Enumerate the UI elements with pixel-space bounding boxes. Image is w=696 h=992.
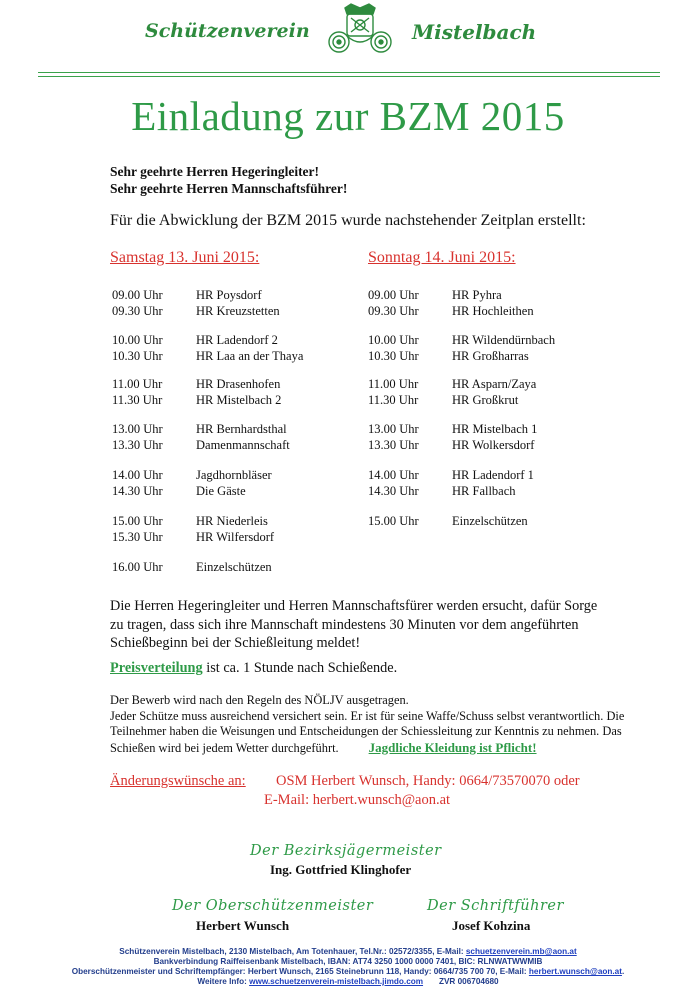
slot-team: HR Mistelbach 2 (196, 393, 282, 407)
contact-line-1: OSM Herbert Wunsch, Handy: 0664/73570070 oder (276, 773, 580, 789)
chief-marksman-role: Der Oberschützenmeister (172, 898, 374, 914)
slot-team: HR Wildendürnbach (452, 333, 556, 347)
secretary-name: Josef Kohzina (452, 918, 531, 933)
slot-time: 14.00 Uhr (112, 468, 163, 482)
slot-time: 15.30 Uhr (112, 530, 163, 544)
footer-info-label: Weitere Info: (197, 977, 250, 986)
slot-team: HR Asparn/Zaya (452, 377, 537, 391)
slot-time: 13.30 Uhr (368, 438, 419, 452)
slot-team: HR Laa an der Thaya (196, 349, 304, 363)
slot-team: HR Wolkersdorf (452, 438, 535, 452)
slot-team: HR Wilfersdorf (196, 530, 275, 544)
slot-time: 10.30 Uhr (368, 349, 419, 363)
slot-team: HR Mistelbach 1 (452, 422, 538, 436)
slot-time: 11.30 Uhr (112, 393, 163, 407)
slot-team: HR Großharras (452, 349, 529, 363)
notice-line-2: zu tragen, dass sich ihre Mannschaft mindestens 30 Minuten vor dem angeführten (110, 616, 579, 633)
sunday-heading: Sonntag 14. Juni 2015: (368, 249, 516, 266)
slot-team: Einzelschützen (452, 514, 528, 528)
contact-email: E-Mail: herbert.wunsch@aon.at (264, 792, 451, 808)
page-title: Einladung zur BZM 2015 (131, 93, 565, 139)
slot-team: HR Bernhardsthal (196, 422, 287, 436)
prize-label: Preisverteilung (110, 660, 203, 676)
slot-time: 10.30 Uhr (112, 349, 163, 363)
slot-time: 13.00 Uhr (368, 422, 419, 436)
district-master-name: Ing. Gottfried Klinghofer (270, 862, 412, 877)
slot-time: 09.00 Uhr (368, 288, 419, 302)
slot-time: 14.30 Uhr (112, 484, 163, 498)
footer-zvr: ZVR 006704680 (423, 977, 499, 986)
rules-line-3: Teilnehmer haben die Weisungen und Entscheidungen der Schiessleitung zur Kenntnis zu nehmen. Das (110, 724, 622, 738)
slot-team: HR Großkrut (452, 393, 519, 407)
footer-contact: Oberschützenmeister und Schriftempfänger: Herbert Wunsch, 2165 Steinebrunn 118, Handy: 0664/735 700 70, E-Mail: (71, 967, 529, 976)
prize-text: ist ca. 1 Stunde nach Schießende. (202, 660, 398, 676)
notice-line-3: Schießbeginn bei der Schießleitung meldet! (110, 635, 361, 651)
chief-email-link[interactable]: herbert.wunsch@aon.at (528, 967, 622, 976)
footer-line-1 (0, 947, 696, 956)
slot-team: Jagdhornbläser (196, 468, 272, 482)
contact-label: Änderungswünsche an: (110, 773, 246, 789)
slot-time: 11.30 Uhr (368, 393, 419, 407)
slot-team: HR Ladendorf 2 (196, 333, 278, 347)
slot-team: HR Pyhra (452, 288, 502, 302)
footer-line-3-end: . (621, 967, 625, 976)
slot-time: 10.00 Uhr (368, 333, 419, 347)
clothing-requirement: Jagdliche Kleidung ist Pflicht! (368, 739, 537, 755)
slot-team: HR Hochleithen (452, 304, 534, 318)
rules-paragraph (110, 693, 670, 756)
slot-time: 10.00 Uhr (112, 333, 163, 347)
slot-team: HR Drasenhofen (196, 377, 281, 391)
notice-paragraph (110, 597, 670, 653)
slot-time: 09.30 Uhr (368, 304, 419, 318)
slot-team: Einzelschützen (196, 560, 272, 574)
intro-text: Für die Abwicklung der BZM 2015 wurde nachstehender Zeitplan erstellt: (110, 212, 586, 229)
greeting-line-1: Sehr geehrte Herren Hegeringleiter! (110, 164, 320, 179)
rules-line-4-text: Schießen wird bei jedem Wetter durchgeführt. (110, 740, 339, 755)
club-email-link[interactable]: schuetzenverein.mb@aon.at (465, 947, 577, 956)
slot-team: HR Poysdorf (196, 288, 262, 302)
chief-marksman-name: Herbert Wunsch (196, 918, 290, 933)
footer-line-3 (0, 967, 696, 976)
club-name-right: Mistelbach (412, 20, 537, 44)
club-crest-logo (325, 2, 395, 56)
header-divider (38, 72, 660, 73)
slot-time: 14.00 Uhr (368, 468, 419, 482)
notice-line-1: Die Herren Hegeringleiter und Herren Mannschaftsfürer werden ersucht, dafür Sorge (110, 598, 598, 614)
footer-line-4 (0, 977, 696, 986)
slot-time: 15.00 Uhr (112, 514, 163, 528)
slot-time: 15.00 Uhr (368, 514, 419, 528)
prize-line (110, 659, 670, 678)
slot-team: HR Ladendorf 1 (452, 468, 534, 482)
slot-team: Die Gäste (196, 484, 246, 498)
rules-line-4 (110, 740, 670, 757)
district-master-role: Der Bezirksjägermeister (250, 843, 442, 859)
slot-team: HR Niederleis (196, 514, 268, 528)
slot-time: 11.00 Uhr (368, 377, 419, 391)
saturday-heading: Samstag 13. Juni 2015: (110, 249, 260, 266)
slot-team: HR Fallbach (452, 484, 516, 498)
slot-time: 13.30 Uhr (112, 438, 163, 452)
slot-time: 11.00 Uhr (112, 377, 163, 391)
footer-address: Schützenverein Mistelbach, 2130 Mistelbach, Am Totenhauer, Tel.Nr.: 02572/3355, E-Mail: (119, 947, 466, 956)
website-link[interactable]: www.schuetzenverein-mistelbach.jimdo.com (249, 977, 424, 986)
slot-team: HR Kreuzstetten (196, 304, 280, 318)
slot-time: 14.30 Uhr (368, 484, 419, 498)
secretary-role: Der Schriftführer (427, 898, 564, 914)
slot-time: 09.00 Uhr (112, 288, 163, 302)
slot-time: 13.00 Uhr (112, 422, 163, 436)
header-divider-2 (38, 76, 660, 77)
rules-line-1: Der Bewerb wird nach den Regeln des NÖLJV ausgetragen. (110, 693, 409, 707)
footer-line-2: Bankverbindung Raiffeisenbank Mistelbach, IBAN: AT74 3250 1000 0000 7401, BIC: RLNWATWWMIB (153, 957, 543, 966)
greeting-line-2: Sehr geehrte Herren Mannschaftsführer! (110, 181, 348, 196)
slot-team: Damenmannschaft (196, 438, 290, 452)
slot-time: 16.00 Uhr (112, 560, 163, 574)
slot-time: 09.30 Uhr (112, 304, 163, 318)
club-name-left: Schützenverein (145, 20, 310, 42)
rules-line-2: Jeder Schütze muss ausreichend versichert sein. Er ist für seine Waffe/Schuss selbst verantwortlich. Die (110, 708, 625, 723)
